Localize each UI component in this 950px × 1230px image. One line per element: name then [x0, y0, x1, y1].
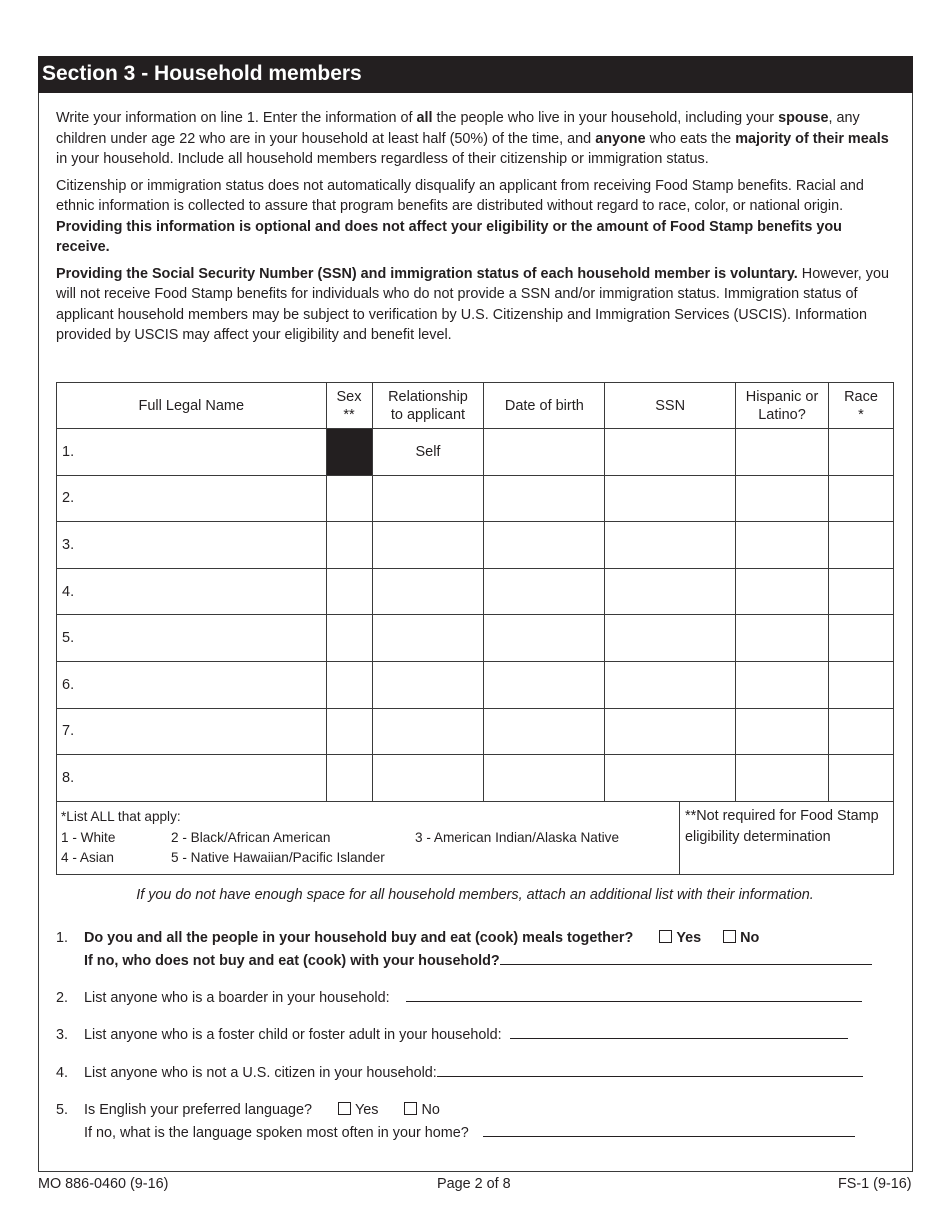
- question-number: 2.: [56, 990, 69, 1006]
- question-text: List anyone who is a foster child or foster adult in your household:: [84, 1027, 502, 1043]
- dob-cell[interactable]: [484, 568, 605, 615]
- relationship-cell: Self: [372, 429, 484, 476]
- question-text: Is English your preferred language?: [84, 1102, 312, 1118]
- sex-cell[interactable]: [326, 755, 372, 802]
- intro-paragraph-1: [56, 108, 898, 170]
- question-text: Do you and all the people in your household buy and eat (cook) meals together?: [84, 930, 634, 946]
- intro-paragraph-2: [56, 176, 898, 258]
- header-relationship: [372, 383, 484, 429]
- table-row: [57, 522, 894, 569]
- ssn-cell[interactable]: [605, 429, 736, 476]
- hispanic-cell[interactable]: [736, 615, 829, 662]
- name-cell[interactable]: 3.: [57, 522, 327, 569]
- name-cell[interactable]: 1.: [57, 429, 327, 476]
- answer-line[interactable]: [483, 1122, 855, 1137]
- no-option[interactable]: [723, 927, 759, 950]
- bold-text: Providing this information is optional and does not affect your eligibility or the amount of Food Stamp benefits you receive.: [56, 218, 842, 255]
- question-number: 1.: [56, 930, 69, 946]
- header-line: Race: [844, 388, 878, 405]
- bold-text: Providing the Social Security Number (SSN) and immigration status of each household member is voluntary.: [56, 265, 798, 282]
- relationship-cell[interactable]: [372, 661, 484, 708]
- name-cell[interactable]: 6.: [57, 661, 327, 708]
- race-cell[interactable]: [828, 568, 893, 615]
- question-body: [84, 1099, 896, 1145]
- race-legend-row: [61, 828, 679, 849]
- dob-cell[interactable]: [484, 522, 605, 569]
- name-cell[interactable]: 2.: [57, 475, 327, 522]
- question-number: 4.: [56, 1065, 69, 1081]
- question-1: [56, 927, 896, 973]
- question-2: [56, 987, 896, 1010]
- question-body: [84, 1024, 896, 1047]
- bold-text: spouse: [778, 110, 829, 126]
- option-label: No: [421, 1102, 440, 1118]
- question-text: List anyone who is not a U.S. citizen in your household:: [84, 1065, 437, 1081]
- table-header-row: [57, 383, 894, 429]
- race-option: 1 - White: [61, 829, 116, 845]
- sex-cell[interactable]: [326, 568, 372, 615]
- race-cell[interactable]: [828, 708, 893, 755]
- page-number: Page 2 of 8: [437, 1176, 511, 1192]
- answer-line[interactable]: [406, 987, 862, 1002]
- table-row: [57, 708, 894, 755]
- race-cell[interactable]: [828, 661, 893, 708]
- header-line: Hispanic or: [745, 388, 819, 405]
- no-option[interactable]: [404, 1099, 439, 1122]
- sex-cell[interactable]: [326, 708, 372, 755]
- question-followup: If no, what is the language spoken most often in your home?: [84, 1125, 469, 1141]
- bold-text: anyone: [595, 130, 646, 147]
- sex-cell[interactable]: [326, 522, 372, 569]
- text: who eats the: [645, 130, 736, 147]
- race-cell[interactable]: [828, 429, 893, 476]
- race-option: 5 - Native Hawaiian/Pacific Islander: [171, 850, 385, 865]
- table-row: [57, 661, 894, 708]
- header-line: *: [858, 406, 864, 423]
- name-cell[interactable]: 8.: [57, 755, 327, 802]
- household-members-table: [56, 382, 894, 802]
- ssn-cell[interactable]: [605, 568, 736, 615]
- race-legend-title: *List ALL that apply:: [61, 809, 181, 824]
- race-legend-row: [61, 848, 679, 869]
- hispanic-cell[interactable]: [736, 661, 829, 708]
- option-label: No: [740, 930, 760, 946]
- ssn-cell[interactable]: [605, 708, 736, 755]
- extra-space-note: If you do not have enough space for all household members, attach an additional list with their information.: [136, 887, 814, 903]
- text: Write your information on line 1. Enter the information of: [56, 110, 417, 126]
- header-full-legal-name: Full Legal Name: [57, 383, 327, 429]
- table-row: [57, 615, 894, 662]
- question-text: List anyone who is a boarder in your household:: [84, 990, 390, 1006]
- question-4: [56, 1062, 896, 1085]
- answer-line[interactable]: [510, 1024, 848, 1039]
- question-number: 5.: [56, 1102, 69, 1118]
- text: , any children under age 22 who are in your household at least half (50%) of the time, and: [56, 110, 860, 147]
- answer-line[interactable]: [500, 950, 872, 965]
- dob-cell[interactable]: [484, 755, 605, 802]
- sex-cell[interactable]: [326, 615, 372, 662]
- sex-note: **Not required for Food Stamp eligibility determination: [679, 801, 894, 874]
- dob-cell[interactable]: [484, 615, 605, 662]
- race-legend-title-row: [61, 807, 679, 828]
- sex-cell[interactable]: [326, 475, 372, 522]
- header-line: Sex: [336, 388, 362, 405]
- yes-option[interactable]: [338, 1099, 378, 1122]
- table-row: [57, 429, 894, 476]
- table-row: [57, 755, 894, 802]
- bold-text: majority of their meals: [735, 130, 889, 147]
- relationship-cell[interactable]: [372, 475, 484, 522]
- dob-cell[interactable]: [484, 429, 605, 476]
- dob-cell[interactable]: [484, 661, 605, 708]
- header-race: [828, 383, 893, 429]
- race-cell[interactable]: [828, 475, 893, 522]
- checkbox[interactable]: [723, 930, 736, 943]
- header-line: Latino?: [758, 406, 806, 423]
- question-5: [56, 1099, 896, 1145]
- relationship-cell[interactable]: [372, 755, 484, 802]
- header-line: to applicant: [390, 406, 466, 423]
- race-cell[interactable]: [828, 615, 893, 662]
- section-title: Section 3 - Household members: [38, 56, 913, 93]
- text: in your household. Include all household members regardless of their citizenship or immigration status.: [56, 151, 709, 167]
- relationship-cell[interactable]: [372, 568, 484, 615]
- ssn-cell[interactable]: [605, 522, 736, 569]
- text: the people who live in your household, including your: [432, 110, 779, 126]
- intro-text: [56, 108, 898, 352]
- question-body: [84, 927, 896, 973]
- header-hispanic: [736, 383, 829, 429]
- hispanic-cell[interactable]: [736, 522, 829, 569]
- race-option: 3 - American Indian/Alaska Native: [415, 829, 620, 845]
- question-body: [84, 987, 896, 1010]
- checkbox[interactable]: [338, 1102, 351, 1115]
- relationship-cell[interactable]: [372, 708, 484, 755]
- ssn-cell[interactable]: [605, 615, 736, 662]
- dob-cell[interactable]: [484, 475, 605, 522]
- checkbox[interactable]: [659, 930, 672, 943]
- option-label: Yes: [355, 1102, 379, 1118]
- table-notes: [56, 801, 894, 875]
- question-number: 3.: [56, 1027, 69, 1043]
- question-body: [84, 1062, 896, 1085]
- header-ssn: SSN: [605, 383, 736, 429]
- sex-cell[interactable]: [326, 661, 372, 708]
- race-option: 4 - Asian: [61, 850, 114, 865]
- table-row: [57, 475, 894, 522]
- race-cell[interactable]: [828, 522, 893, 569]
- hispanic-cell[interactable]: [736, 429, 829, 476]
- form-number: MO 886-0460 (9-16): [38, 1176, 169, 1192]
- intro-paragraph-3: [56, 264, 898, 346]
- sex-cell-blocked: [326, 429, 372, 476]
- dob-cell[interactable]: [484, 708, 605, 755]
- header-line: Relationship: [388, 388, 468, 405]
- yes-option[interactable]: [659, 927, 701, 950]
- hispanic-cell[interactable]: [736, 475, 829, 522]
- header-line: **: [343, 406, 355, 423]
- hispanic-cell[interactable]: [736, 568, 829, 615]
- ssn-cell[interactable]: [605, 475, 736, 522]
- ssn-cell[interactable]: [605, 661, 736, 708]
- header-date-of-birth: Date of birth: [484, 383, 605, 429]
- bold-text: all: [416, 110, 433, 126]
- race-option: 2 - Black/African American: [171, 829, 331, 845]
- name-cell[interactable]: 7.: [57, 708, 327, 755]
- relationship-cell[interactable]: [372, 522, 484, 569]
- name-cell[interactable]: 4.: [57, 568, 327, 615]
- option-label: Yes: [676, 930, 702, 946]
- race-legend: [61, 807, 679, 869]
- text: However, you will not receive Food Stamp benefits for individuals who do not provide a SSN and/or immigration status. Immigration status of applicant household members may be subject to verification by U.S. Citizenship and Immigration Services (USCIS). Information provided by USCIS may affect your eligibility and benefit level.: [56, 265, 889, 343]
- table-row: [57, 568, 894, 615]
- hispanic-cell[interactable]: [736, 755, 829, 802]
- name-cell[interactable]: 5.: [57, 615, 327, 662]
- checkbox[interactable]: [404, 1102, 417, 1115]
- answer-line[interactable]: [437, 1062, 863, 1077]
- race-cell[interactable]: [828, 755, 893, 802]
- ssn-cell[interactable]: [605, 755, 736, 802]
- hispanic-cell[interactable]: [736, 708, 829, 755]
- text: Citizenship or immigration status does not automatically disqualify an applicant from receiving Food Stamp benefits. Racial and ethnic information is collected to assure that program benefits are distributed without regard to race, color, or national origin.: [56, 177, 864, 214]
- question-3: [56, 1024, 896, 1047]
- header-sex: [326, 383, 372, 429]
- relationship-cell[interactable]: [372, 615, 484, 662]
- question-followup: If no, who does not buy and eat (cook) with your household?: [84, 953, 500, 969]
- form-code: FS-1 (9-16): [838, 1176, 912, 1192]
